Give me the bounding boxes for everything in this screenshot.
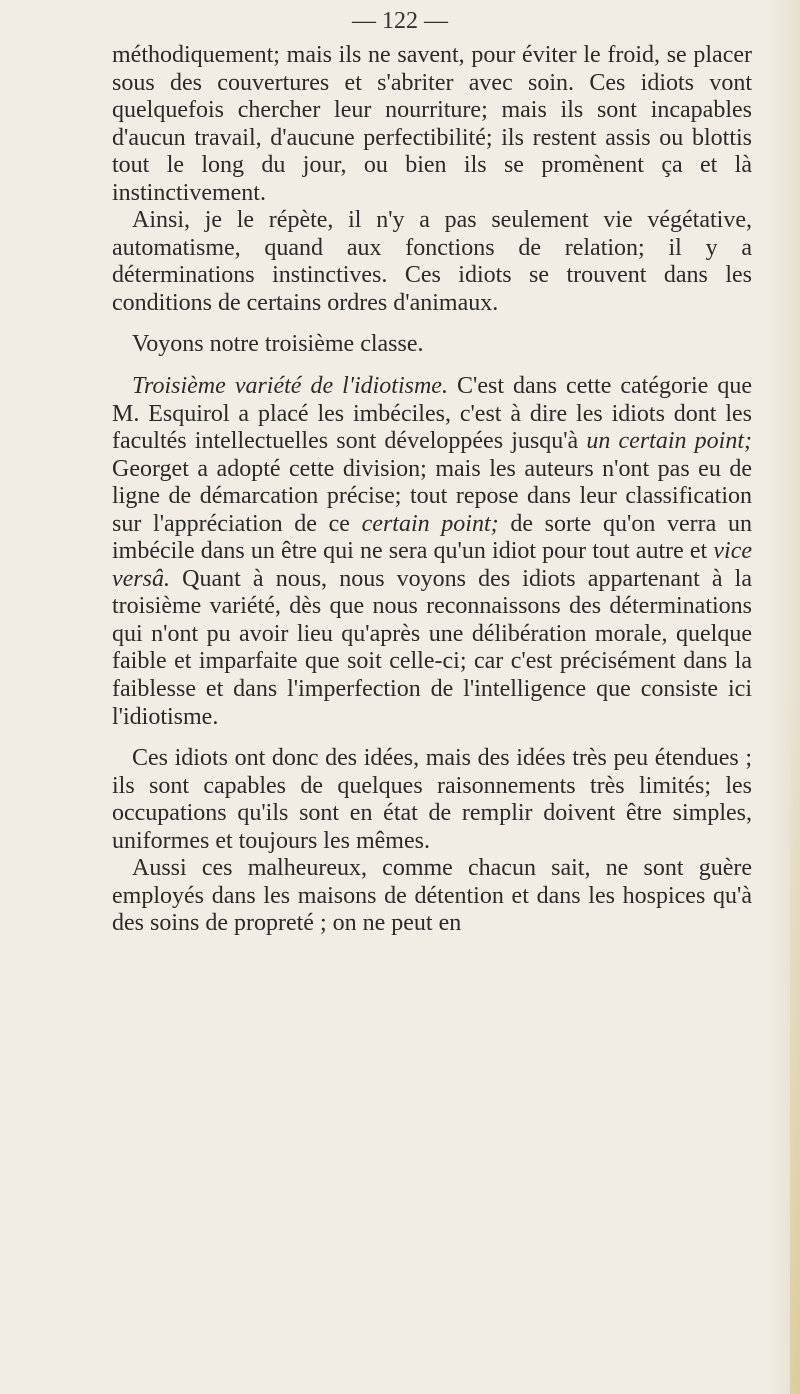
page-edge-stain — [790, 694, 800, 1394]
body-text — [112, 42, 752, 938]
text-span: Quant à nous, nous voyons des idiots appartenant à la troisième variété, dès que nous reconnaissons des déterminations qui n'ont pu avoir lieu qu'après une délibération morale, quelque faible et imparfaite que soit celle-ci; car c'est précisément dans la faiblesse et dans l'imperfection de l'intelligence que consiste ici l'idiotisme. — [112, 565, 752, 730]
paragraph: Ainsi, je le répète, il n'y a pas seulement vie végétative, automatisme, quand aux fonctions de relation; il y a déterminations instinctives. Ces idiots se trouvent dans les conditions de certains ordres d'animaux. — [112, 207, 752, 316]
emphasis: vice versâ. — [112, 538, 752, 592]
emphasis: un certain point; — [586, 428, 753, 455]
paragraph: Aussi ces malheureux, comme chacun sait, ne sont guère employés dans les maisons de détention et dans les hospices qu'à des soins de propreté ; on ne peut en — [112, 855, 752, 937]
page-number: — 122 — — [352, 8, 448, 34]
emphasis: certain point; — [361, 510, 499, 537]
text-span: Georget a adopté cette division; mais les auteurs n'ont pas eu de ligne de démarcation précise; tout repose dans leur classification sur l'appréciation de ce — [112, 455, 752, 537]
paragraph: méthodiquement; mais ils ne savent, pour éviter le froid, se placer sous des couvertures et s'abriter avec soin. Ces idiots vont quelquefois chercher leur nourriture; mais ils sont incapables d'aucun travail, d'aucune perfectibilité; ils restent assis ou blottis tout le long du jour, ou bien ils se promènent ça et là instinctivement. — [112, 42, 752, 206]
paragraph: Voyons notre troisième classe. — [132, 331, 424, 358]
paragraph — [112, 373, 752, 731]
text-span: de sorte qu'on verra un imbécile dans un être qui ne sera qu'un idiot pour tout autre et — [112, 510, 752, 565]
paragraph: Ces idiots ont donc des idées, mais des idées très peu étendues ; ils sont capables de quelques raisonnements très limités; les occupations qu'ils sont en état de remplir doivent être simples, uniformes et toujours les mêmes. — [112, 745, 752, 854]
section-heading: Troisième variété de l'idiotisme. — [132, 373, 448, 400]
text-span: C'est dans cette catégorie que M. Esquirol a placé les imbéciles, c'est à dire les idiots dont les facultés intellectuelles sont développées jusqu'à — [112, 373, 752, 455]
